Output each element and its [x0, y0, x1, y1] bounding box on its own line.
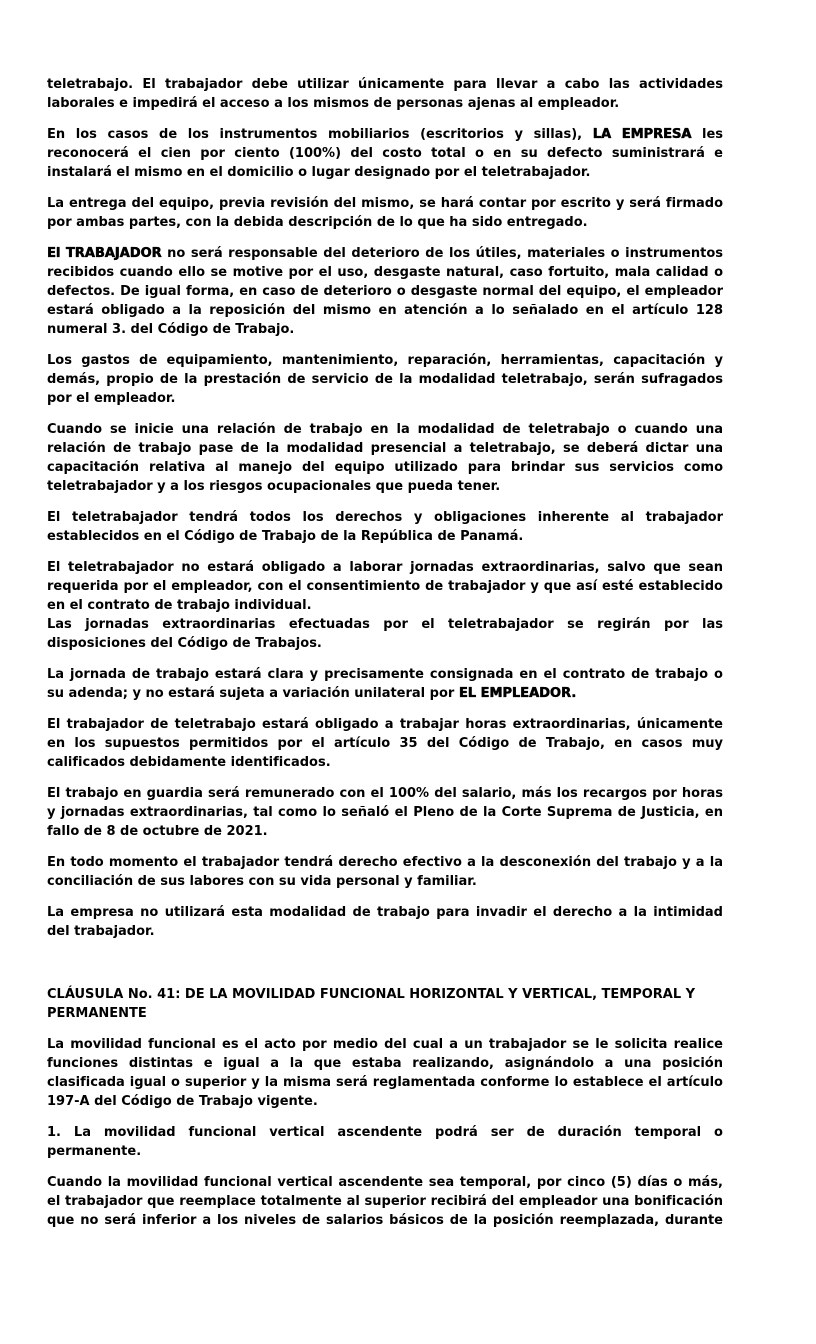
text-run: En los casos de los instrumentos mobiliarios (escritorios y sillas),: [47, 127, 593, 142]
text-run: teletrabajo. El trabajador debe utilizar únicamente para llevar a cabo las actividades laborales e impedirá el acceso a los mismos de personas ajenas al empleador.: [47, 77, 723, 111]
emphasized-text: El TRABAJADOR: [47, 246, 162, 261]
paragraph: [47, 351, 723, 408]
paragraph: [47, 665, 723, 703]
emphasized-text: EL EMPLEADOR.: [458, 686, 577, 701]
paragraph: [47, 903, 723, 941]
text-run: En todo momento el trabajador tendrá derecho efectivo a la desconexión del trabajo y a la conciliación de sus labores con su vida personal y familiar.: [47, 855, 723, 889]
text-run: Cuando la movilidad funcional vertical ascendente sea temporal, por cinco (5) días o más, el trabajador que reemplace totalmente al superior recibirá del empleador una bonificación que no será inferior a los niveles de salarios básicos de la posición reemplazada, durante: [47, 1175, 723, 1228]
text-run: El teletrabajador no estará obligado a laborar jornadas extraordinarias, salvo que sean requerida por el empleador, con el consentimiento de trabajador y que así esté establecido en el contrato de trabajo individual.: [47, 560, 723, 613]
text-run: Los gastos de equipamiento, mantenimiento, reparación, herramientas, capacitación y demás, propio de la prestación de servicio de la modalidad teletrabajo, serán sufragados por el empleador.: [47, 353, 723, 406]
paragraph: [47, 1123, 723, 1161]
text-run: El trabajador de teletrabajo estará obligado a trabajar horas extraordinarias, únicamente en los supuestos permitidos por el artículo 35 del Código de Trabajo, en casos muy calificados debidamente identificados.: [47, 717, 723, 770]
text-run: Las jornadas extraordinarias efectuadas por el teletrabajador se regirán por las disposiciones del Código de Trabajos.: [47, 617, 723, 651]
text-run: CLÁUSULA No. 41: DE LA MOVILIDAD FUNCIONAL HORIZONTAL Y VERTICAL, TEMPORAL Y PERMANENTE: [47, 987, 696, 1021]
clause-heading: [47, 985, 723, 1023]
text-run: Cuando se inicie una relación de trabajo en la modalidad de teletrabajo o cuando una relación de trabajo pase de la modalidad presencial a teletrabajo, se deberá dictar una capacitación relativa al manejo del equipo utilizado para brindar sus servicios como teletrabajador y a los riesgos ocupacionales que pueda tener.: [47, 422, 723, 494]
paragraph: [47, 75, 723, 113]
paragraph: [47, 715, 723, 772]
text-run: El teletrabajador tendrá todos los derechos y obligaciones inherente al trabajador establecidos en el Código de Trabajo de la República de Panamá.: [47, 510, 723, 544]
paragraph: [47, 420, 723, 496]
paragraph: [47, 1035, 723, 1111]
text-run: La entrega del equipo, previa revisión del mismo, se hará contar por escrito y será firmado por ambas partes, con la debida descripción de lo que ha sido entregado.: [47, 196, 723, 230]
paragraph: [47, 125, 723, 182]
paragraph: [47, 558, 723, 615]
text-run: La movilidad funcional es el acto por medio del cual a un trabajador se le solicita realice funciones distintas e igual a la que estaba realizando, asignándolo a una posición clasificada igual o superior y la misma será reglamentada conforme lo establece el artículo 197-A del Código de Trabajo vigente.: [47, 1037, 723, 1109]
text-run: no será responsable del deterioro de los útiles, materiales o instrumentos recibidos cuando ello se motive por el uso, desgaste natural, caso fortuito, mala calidad o defectos. De igual forma, en caso de deterioro o desgaste normal del equipo, el empleador estará obligado a la reposición del mismo en atención a lo señalado en el artículo 128 numeral 3. del Código de Trabajo.: [47, 246, 723, 337]
paragraph: [47, 784, 723, 841]
emphasized-text: LA EMPRESA: [592, 127, 692, 142]
paragraph: [47, 615, 723, 653]
text-run: 1. La movilidad funcional vertical ascendente podrá ser de duración temporal o permanente.: [47, 1125, 723, 1159]
paragraph: [47, 853, 723, 891]
paragraph: [47, 244, 723, 339]
text-run: les reconocerá el cien por ciento (100%) del costo total o en su defecto suministrará e instalará el mismo en el domicilio o lugar designado por el teletrabajador.: [47, 127, 724, 180]
text-run: La jornada de trabajo estará clara y precisamente consignada en el contrato de trabajo o su adenda; y no estará sujeta a variación unilateral por: [47, 667, 723, 701]
paragraph: [47, 508, 723, 546]
paragraph: [47, 1173, 723, 1230]
text-run: La empresa no utilizará esta modalidad de trabajo para invadir el derecho a la intimidad del trabajador.: [47, 905, 723, 939]
document-body: [47, 75, 723, 1230]
text-run: El trabajo en guardia será remunerado con el 100% del salario, más los recargos por horas y jornadas extraordinarias, tal como lo señaló el Pleno de la Corte Suprema de Justicia, en fallo de 8 de octubre de 2021.: [47, 786, 723, 839]
paragraph: [47, 194, 723, 232]
